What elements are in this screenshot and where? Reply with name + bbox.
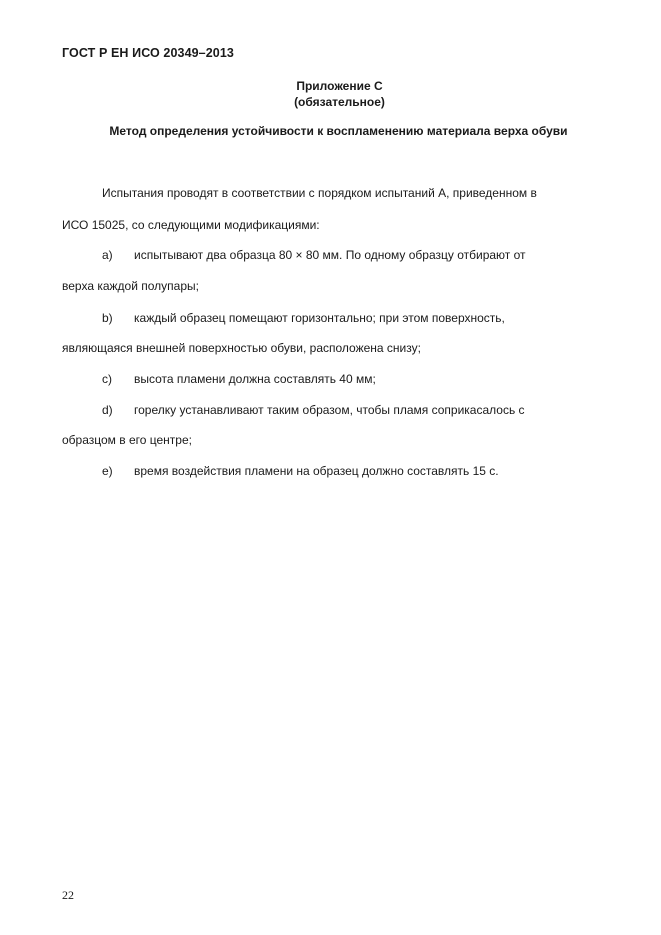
page-number: 22 (62, 888, 74, 902)
list-item-marker-d: d) (102, 403, 113, 417)
list-item-b-line-1: каждый образец помещают горизонтально; при этом поверхность, (134, 311, 505, 325)
list-item-e-line-1: время воздействия пламени на образец должно составлять 15 с. (134, 464, 499, 478)
list-item-marker-a: a) (102, 248, 113, 262)
list-item-marker-b: b) (102, 311, 113, 325)
document-code: ГОСТ Р ЕН ИСО 20349–2013 (62, 46, 234, 60)
list-item-marker-e: e) (102, 464, 113, 478)
annex-status: (обязательное) (294, 95, 385, 109)
list-item-d-line-2: образцом в его центре; (62, 433, 192, 447)
list-item-a-line-2: верха каждой полупары; (62, 279, 199, 293)
list-item-d-line-1: горелку устанавливают таким образом, чтобы пламя соприкасалось с (134, 403, 525, 417)
list-item-a-line-1: испытывают два образца 80 × 80 мм. По одному образцу отбирают от (134, 248, 526, 262)
list-item-marker-c: c) (102, 372, 112, 386)
intro-line-1: Испытания проводят в соответствии с порядком испытаний А, приведенном в (102, 186, 537, 200)
list-item-b-line-2: являющаяся внешней поверхностью обуви, расположена снизу; (62, 341, 421, 355)
intro-line-2: ИСО 15025, со следующими модификациями: (62, 218, 320, 232)
annex-title: Приложение С (296, 79, 383, 93)
section-title: Метод определения устойчивости к воспламенению материала верха обуви (109, 124, 568, 138)
list-item-c-line-1: высота пламени должна составлять 40 мм; (134, 372, 376, 386)
